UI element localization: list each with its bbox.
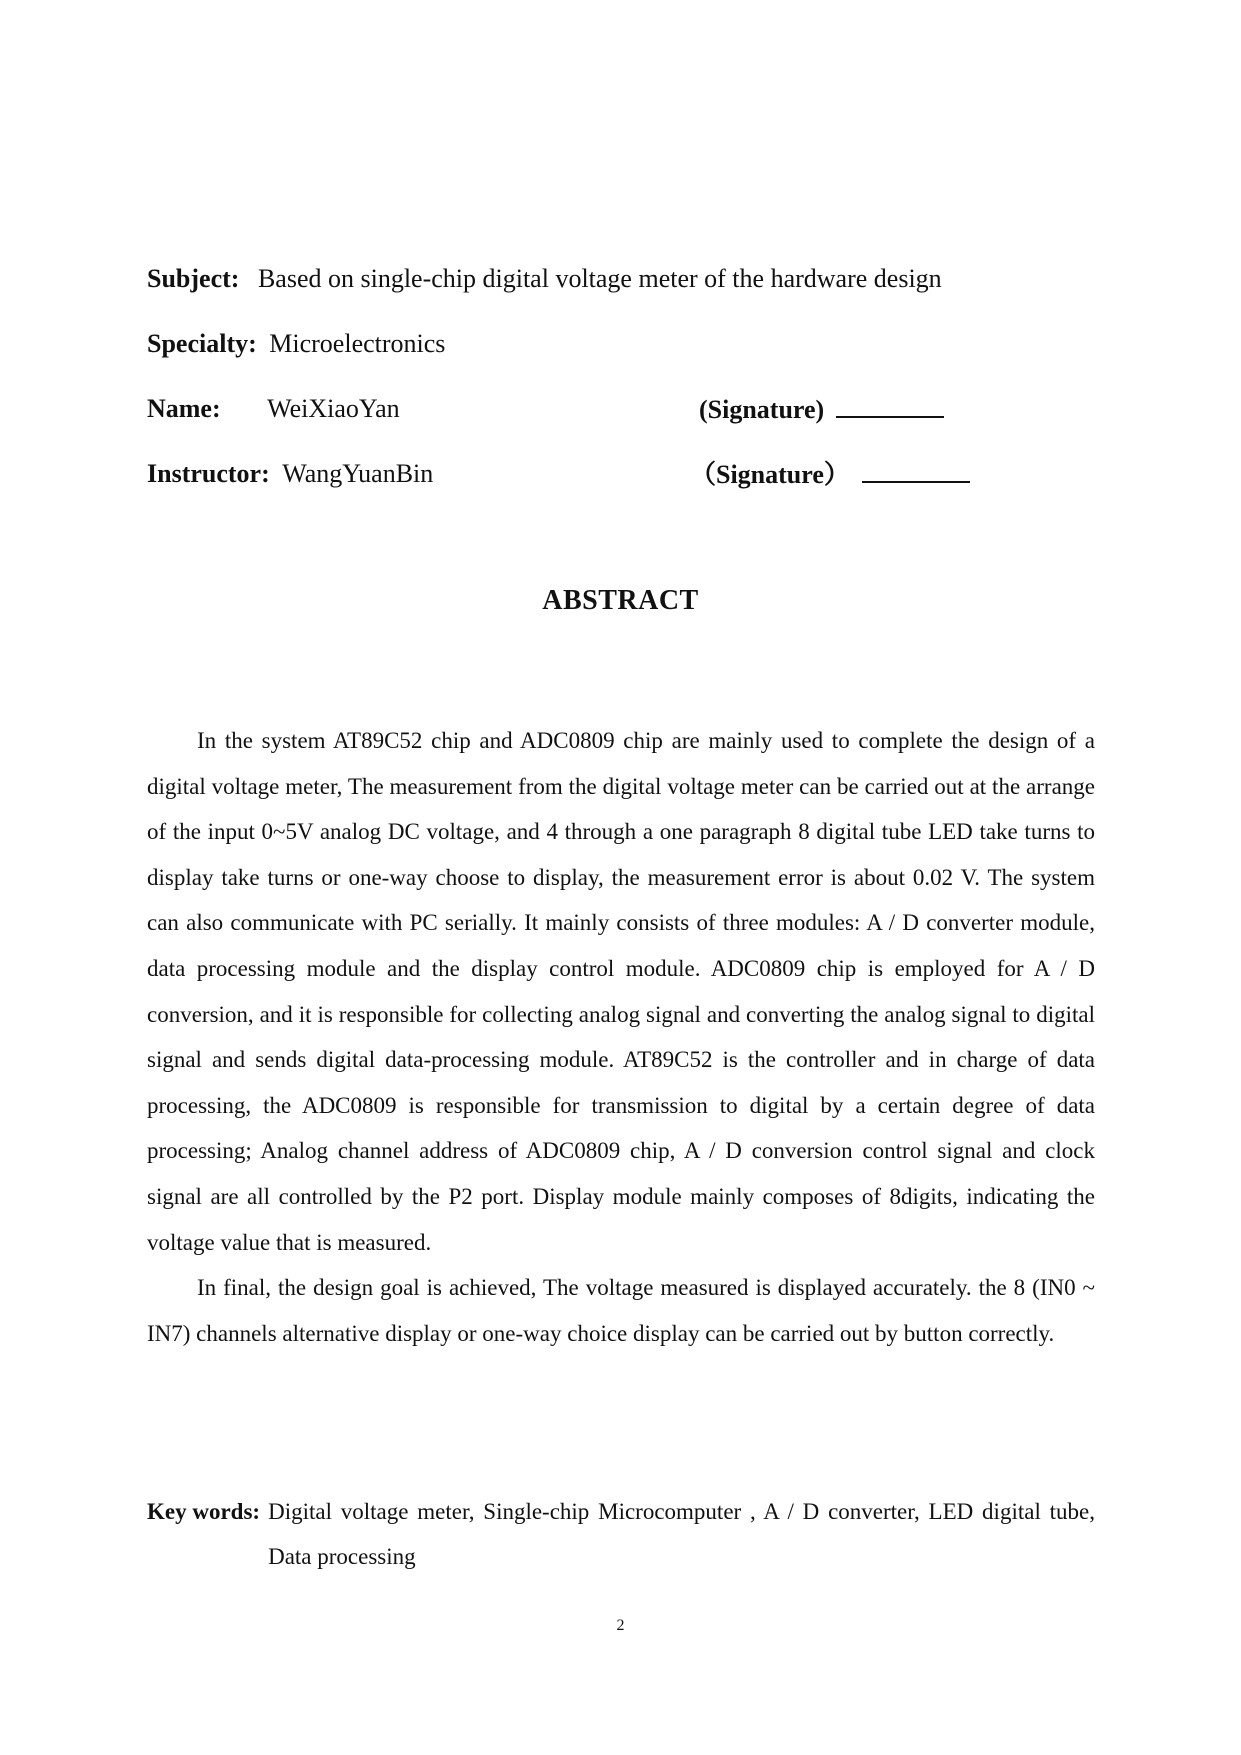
page-number: 2 bbox=[616, 1617, 625, 1634]
name-label: Name: bbox=[147, 394, 221, 423]
name-signature-label: (Signature) bbox=[699, 395, 825, 424]
instructor-signature bbox=[690, 461, 970, 488]
abstract-paragraph: In the system AT89C52 chip and ADC0809 chip are mainly used to complete the design of a digital voltage meter, The measurement from the digital voltage meter can be carried out at the arrange of the input 0~5V analog DC voltage, and 4 through a one paragraph 8 digital tube LED take turns to display take turns or one-way choose to display, the measurement error is about 0.02 V. The system can also communicate with PC serially. It mainly consists of three modules: A / D converter module, data processing module and the display control module. ADC0809 chip is employed for A / D conversion, and it is responsible for collecting analog signal and converting the analog signal to digital signal and sends digital data-processing module. AT89C52 is the controller and in charge of data processing, the ADC0809 is responsible for transmission to digital by a certain degree of data processing; Analog channel address of ADC0809 chip, A / D conversion control signal and clock signal are all controlled by the P2 port. Display module mainly composes of 8digits, indicating the voltage value that is measured. bbox=[147, 728, 1095, 1255]
abstract-paragraph: In final, the design goal is achieved, The voltage measured is displayed accurately. the 8 (IN0 ~ IN7) channels alternative display or one-way choice display can be carried out by button correctly. bbox=[147, 1275, 1095, 1346]
instructor-signature-blank bbox=[862, 461, 970, 483]
abstract-title: ABSTRACT bbox=[542, 585, 699, 616]
name-value: WeiXiaoYan bbox=[267, 394, 400, 423]
instructor-signature-label: （Signature） bbox=[690, 460, 850, 489]
abstract-body bbox=[147, 718, 1095, 1356]
subject-label: Subject: bbox=[147, 264, 240, 293]
keywords-label: Key words: bbox=[147, 1499, 261, 1524]
subject-value: Based on single-chip digital voltage meter of the hardware design bbox=[257, 264, 942, 293]
keywords-text: Digital voltage meter, Single-chip Microcomputer , A / D converter, LED digital tube, Data processing bbox=[268, 1499, 1095, 1569]
instructor-line bbox=[147, 461, 433, 487]
name-signature bbox=[699, 396, 944, 423]
name-signature-blank bbox=[836, 396, 944, 418]
name-line bbox=[147, 396, 400, 422]
instructor-value: WangYuanBin bbox=[282, 459, 434, 488]
instructor-label: Instructor: bbox=[147, 459, 270, 488]
specialty-label: Specialty: bbox=[147, 329, 257, 358]
specialty-line bbox=[147, 331, 445, 357]
keywords-section bbox=[147, 1489, 1095, 1579]
specialty-value: Microelectronics bbox=[269, 329, 446, 358]
subject-line bbox=[147, 266, 942, 292]
